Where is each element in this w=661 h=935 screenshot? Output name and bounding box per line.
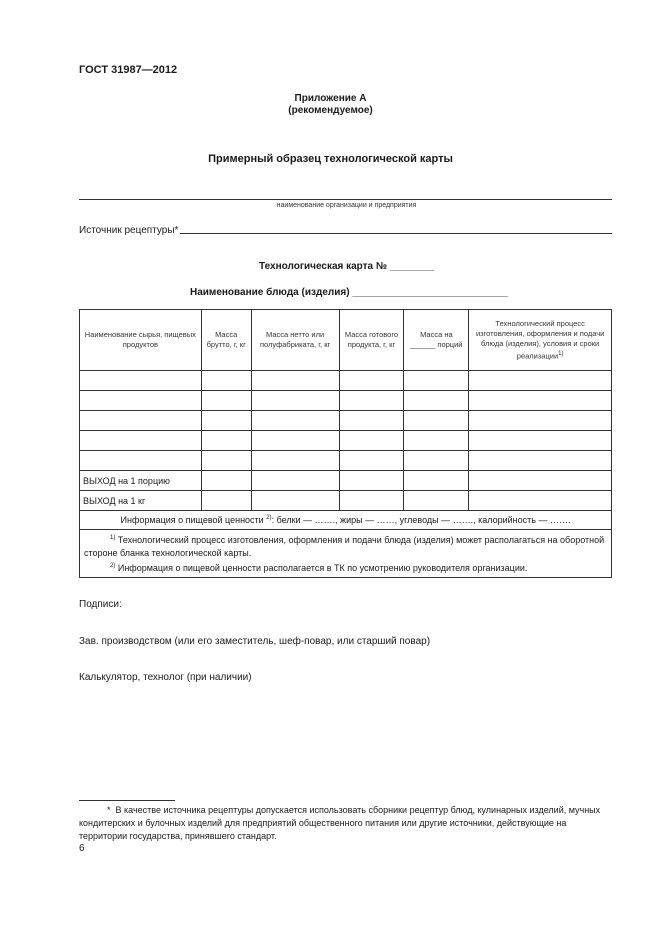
cell[interactable] [469,491,612,511]
cell[interactable] [469,471,612,491]
yield-kg-row [80,491,612,511]
nutrition-info-row [80,511,612,530]
cell[interactable] [339,391,404,411]
footnote-mark: * [107,805,111,815]
cell[interactable] [339,451,404,471]
cell[interactable] [404,451,469,471]
cell[interactable] [404,371,469,391]
cell[interactable] [404,391,469,411]
cell[interactable] [251,451,339,471]
yield-portion-row [80,471,612,491]
header-net-mass: Масса нетто или полуфабриката, г, кг [251,310,339,371]
footnote [79,804,612,843]
header-process [469,310,612,371]
cell[interactable] [80,451,202,471]
page-number: 6 [79,843,85,854]
cell[interactable] [339,411,404,431]
cell[interactable] [404,431,469,451]
nutrition-info-prefix: Информация о пищевой ценности [120,515,264,525]
source-line [180,233,612,234]
cell[interactable] [469,431,612,451]
nutrition-info-sup: 2) [266,515,272,521]
cell[interactable] [404,491,469,511]
cell[interactable] [201,451,251,471]
source-label: Источник рецептуры* [79,225,179,236]
cell[interactable] [201,431,251,451]
annex-title: Приложение А [294,93,367,104]
tech-card-table [79,309,612,578]
table-notes [80,530,612,578]
cell[interactable] [80,431,202,451]
header-process-text: Технологический процесс изготовления, оформления и подачи блюда (изделия), условия и сроки реализации [475,318,605,361]
cell[interactable] [80,391,202,411]
header-finished-mass: Масса готового продукта, г, кг [339,310,404,371]
footnote-text: В качестве источника рецептуры допускается использовать сборники рецептур блюд, кулинарных изделий, мучных кондитерских и булочных изделий для предприятий общественного питания или другие источники, действующие на территории государства, принявшего стандарт. [79,805,601,841]
org-line [79,199,612,200]
cell[interactable] [339,371,404,391]
yield-kg-label: ВЫХОД на 1 кг [80,491,202,511]
cell[interactable] [404,411,469,431]
table-header-row [80,310,612,371]
cell[interactable] [339,471,404,491]
cell[interactable] [469,451,612,471]
org-caption: наименование организации и предприятия [276,202,417,209]
cell[interactable] [469,371,612,391]
cell[interactable] [201,371,251,391]
table-note-1 [84,532,607,560]
dish-name-label: Наименование блюда (изделия) ____________________________ [190,287,509,298]
cell[interactable] [404,471,469,491]
table-row [80,411,612,431]
cell[interactable] [469,411,612,431]
cell[interactable] [339,431,404,451]
cell[interactable] [251,411,339,431]
cell[interactable] [251,371,339,391]
table-notes-row [80,530,612,578]
nutrition-info-rest: : белки — ……., жиры — ……, углеводы — ……., калорийность — ……. [271,515,571,525]
cell[interactable] [469,391,612,411]
cell[interactable] [201,471,251,491]
header-process-sup: 1) [558,350,564,357]
cell[interactable] [251,491,339,511]
header-portions-mass: Масса на ______ порций [404,310,469,371]
cell[interactable] [80,411,202,431]
note-1-sup: 1) [110,535,116,541]
main-title: Примерный образец технологической карты [208,153,453,165]
cell[interactable] [339,491,404,511]
document-code: ГОСТ 31987—2012 [79,64,178,76]
header-gross-mass: Масса брутто, г, кг [201,310,251,371]
cell[interactable] [251,391,339,411]
table-row [80,391,612,411]
signature-chief: Зав. производством (или его заместитель, шеф-повар, или старший повар) [79,636,431,647]
card-number-label: Технологическая карта № ________ [259,261,435,272]
cell[interactable] [201,411,251,431]
cell[interactable] [201,391,251,411]
footnote-rule [79,800,175,801]
note-2-text: Информация о пищевой ценности располагается в ТК по усмотрению руководителя организации. [117,563,528,573]
nutrition-info [80,511,612,530]
table-row [80,371,612,391]
signatures-title: Подписи: [79,599,122,610]
note-1-text: Технологический процесс изготовления, оформления и подачи блюда (изделия) может располагаться на оборотной стороне бланка технологической карты. [84,535,605,558]
annex-subtitle: (рекомендуемое) [288,105,373,116]
table-row [80,451,612,471]
note-2-sup: 2) [110,563,116,569]
cell[interactable] [80,371,202,391]
signature-calculator: Калькулятор, технолог (при наличии) [79,672,252,683]
table-row [80,431,612,451]
header-ingredients: Наименование сырья, пищевых продуктов [80,310,202,371]
yield-portion-label: ВЫХОД на 1 порцию [80,471,202,491]
cell[interactable] [251,431,339,451]
cell[interactable] [201,491,251,511]
table-note-2 [84,560,607,575]
cell[interactable] [251,471,339,491]
